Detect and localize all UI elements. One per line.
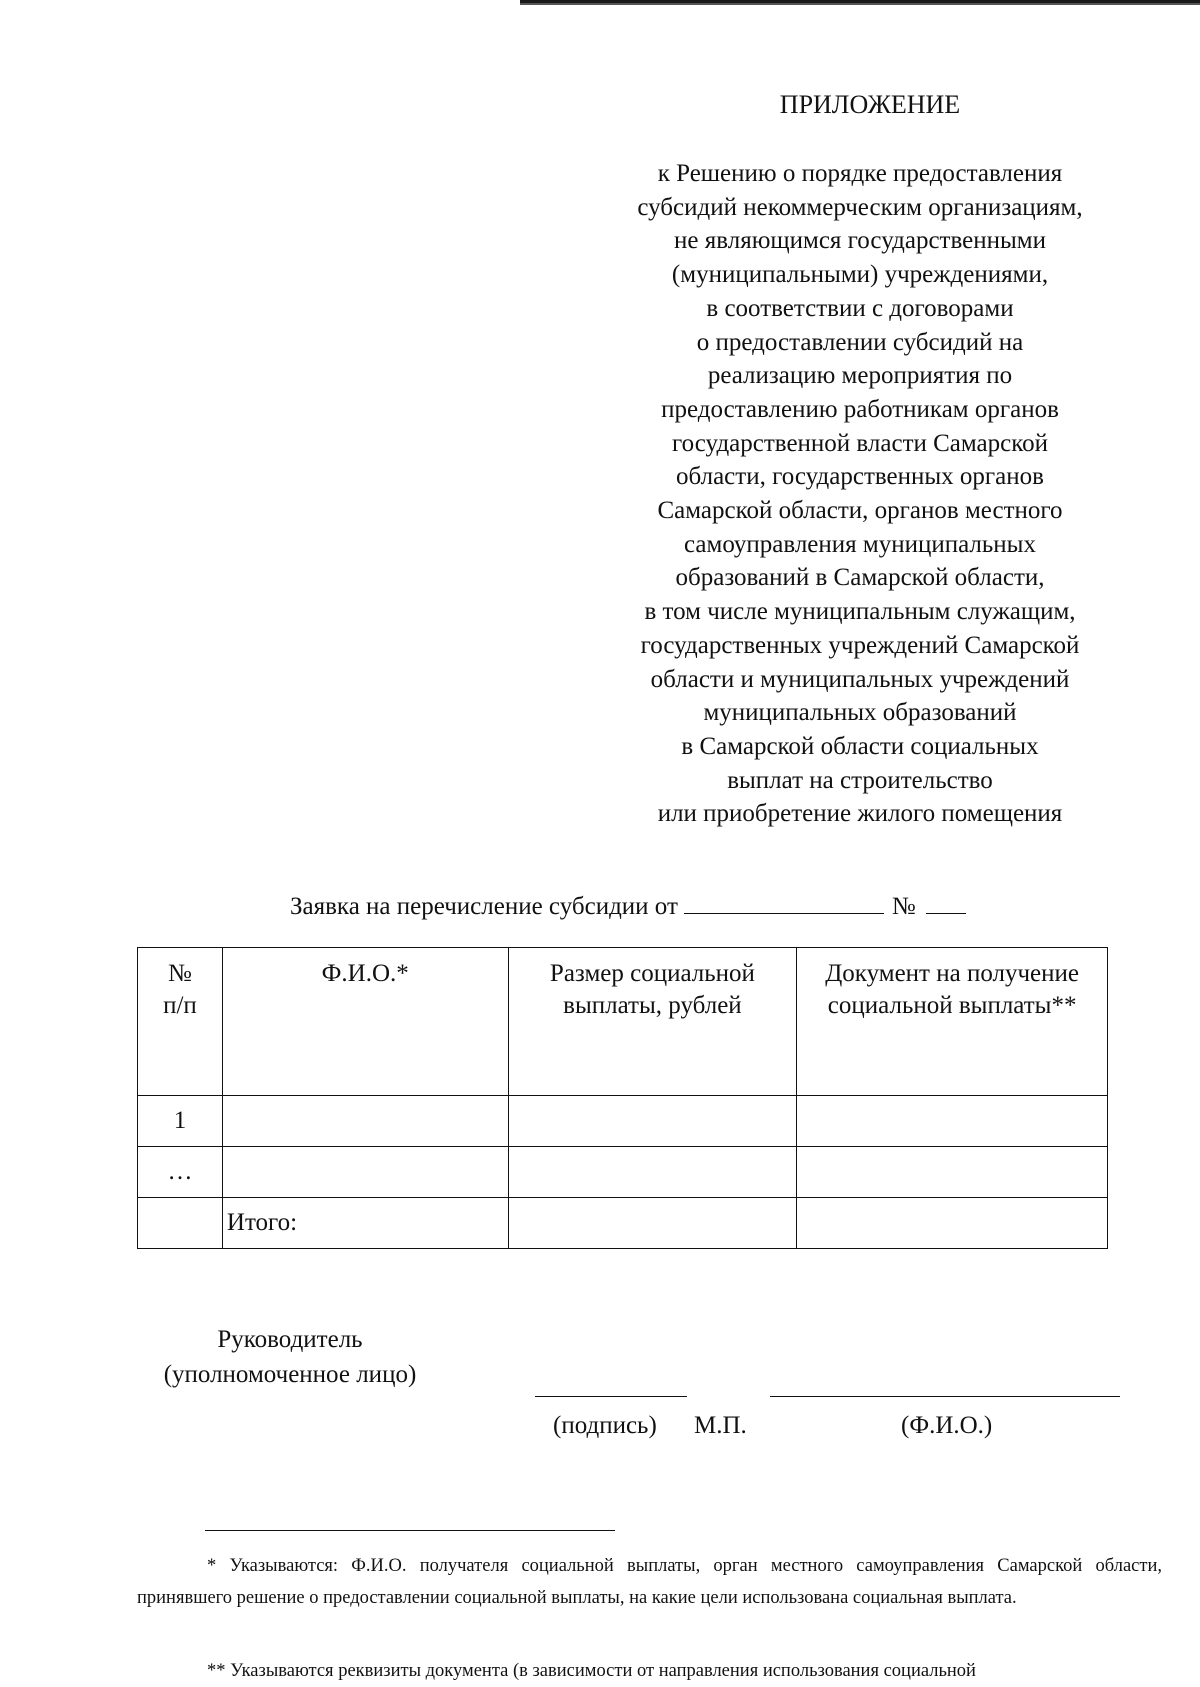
seal-caption: М.П. bbox=[694, 1412, 747, 1439]
request-title bbox=[290, 889, 966, 923]
table-header-row bbox=[138, 948, 1108, 1096]
appendix-line: в соответствии с договорами bbox=[706, 294, 1014, 322]
appendix-line: о предоставлении субсидий на bbox=[696, 328, 1024, 356]
appendix-line: (муниципальными) учреждениями, bbox=[671, 261, 1049, 289]
appendix-line: субсидий некоммерческим организациям, bbox=[637, 193, 1083, 221]
signer-subtitle: (уполномоченное лицо) bbox=[163, 1361, 417, 1388]
document-cell[interactable] bbox=[797, 1096, 1108, 1147]
appendix-title: ПРИЛОЖЕНИЕ bbox=[779, 90, 961, 119]
amount-cell[interactable] bbox=[508, 1198, 797, 1249]
signature-caption: (подпись) bbox=[553, 1412, 657, 1439]
appendix-line: самоуправления муниципальных bbox=[684, 530, 1036, 558]
date-blank-field[interactable] bbox=[684, 889, 884, 914]
fio-line[interactable] bbox=[770, 1396, 1120, 1397]
amount-cell[interactable] bbox=[508, 1147, 797, 1198]
total-label-cell: Итого: bbox=[222, 1198, 508, 1249]
row-number-cell: 1 bbox=[138, 1096, 223, 1147]
number-sign: № bbox=[891, 893, 916, 920]
fio-cell[interactable] bbox=[222, 1096, 508, 1147]
footnote-divider bbox=[205, 1530, 615, 1531]
top-edge-rule bbox=[520, 0, 1200, 5]
request-title-text: Заявка на перечисление субсидии от bbox=[290, 893, 678, 920]
table-row bbox=[138, 1096, 1108, 1147]
appendix-line: государственной власти Самарской bbox=[672, 429, 1048, 457]
row-number-cell: … bbox=[138, 1147, 223, 1198]
number-blank-field[interactable] bbox=[926, 889, 966, 914]
header-payment-document: Документ на получение социальной выплаты** bbox=[797, 948, 1108, 1096]
request-table bbox=[137, 947, 1108, 1249]
header-fio: Ф.И.О.* bbox=[222, 948, 508, 1096]
amount-cell[interactable] bbox=[508, 1096, 797, 1147]
document-cell[interactable] bbox=[797, 1147, 1108, 1198]
appendix-line: образований в Самарской области, bbox=[675, 564, 1045, 592]
fio-cell[interactable] bbox=[222, 1147, 508, 1198]
fio-caption: (Ф.И.О.) bbox=[901, 1412, 993, 1439]
appendix-line: выплат на строительство bbox=[727, 766, 993, 794]
appendix-line: в Самарской области социальных bbox=[681, 732, 1039, 760]
row-number-cell bbox=[138, 1198, 223, 1249]
table-total-row bbox=[138, 1198, 1108, 1249]
footnote-2: ** Указываются реквизиты документа (в зависимости от направления использования социальной bbox=[207, 1661, 976, 1681]
signer-block bbox=[140, 1322, 440, 1392]
footnote-1: * Указываются: Ф.И.О. получателя социальной выплаты, орган местного самоуправления Самарской области, принявшего решение о предоставлении социальной выплаты, на какие цели использована социальная выплата. bbox=[137, 1556, 1162, 1608]
appendix-line: государственных учреждений Самарской bbox=[640, 631, 1080, 659]
header-payment-amount: Размер социальной выплаты, рублей bbox=[508, 948, 797, 1096]
document-cell[interactable] bbox=[797, 1198, 1108, 1249]
appendix-line: или приобретение жилого помещения bbox=[657, 800, 1063, 828]
header-number: № п/п bbox=[138, 948, 223, 1096]
appendix-line: Самарской области, органов местного bbox=[657, 497, 1063, 525]
appendix-subtitle bbox=[600, 157, 1120, 831]
appendix-line: в том числе муниципальным служащим, bbox=[644, 598, 1076, 626]
signer-title: Руководитель bbox=[217, 1326, 363, 1353]
appendix-line: к Решению о порядке предоставления bbox=[657, 160, 1063, 187]
appendix-line: области, государственных органов bbox=[676, 463, 1044, 491]
appendix-line: предоставлению работникам органов bbox=[661, 395, 1059, 423]
appendix-line: области и муниципальных учреждений bbox=[650, 665, 1070, 693]
appendix-line: не являющимся государственными bbox=[674, 227, 1046, 255]
appendix-line: муниципальных образований bbox=[703, 699, 1017, 727]
table-row bbox=[138, 1147, 1108, 1198]
signature-line[interactable] bbox=[535, 1396, 687, 1397]
appendix-line: реализацию мероприятия по bbox=[707, 362, 1013, 390]
